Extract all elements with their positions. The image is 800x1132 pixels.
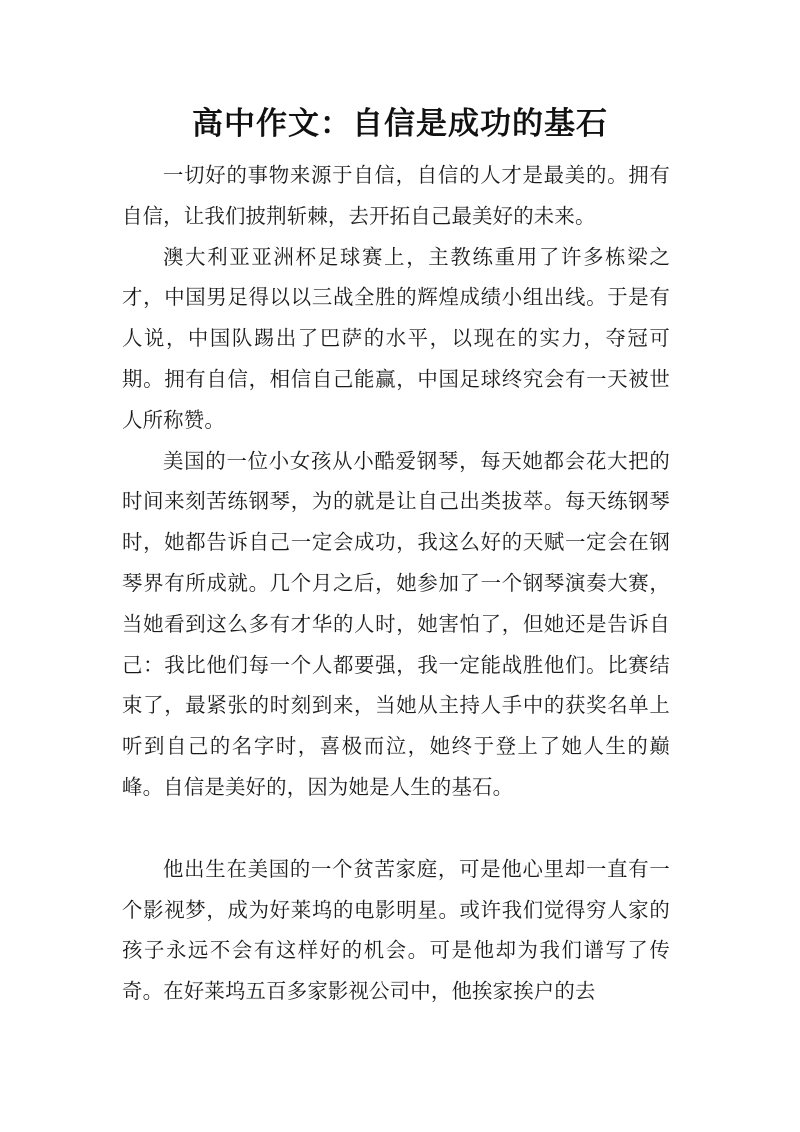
paragraph-1: 一切好的事物来源于自信，自信的人才是最美的。拥有自信，让我们披荆斩棘，去开拓自己最美好的未来。 (122, 163, 670, 228)
paragraph-gap (122, 808, 670, 849)
document-title: 高中作文：自信是成功的基石 (192, 106, 608, 142)
paragraph-4: 他出生在美国的一个贫苦家庭，可是他心里却一直有一个影视梦，成为好莱坞的电影明星。或许我们觉得穷人家的孩子永远不会有这样好的机会。可是他却为我们谱写了传奇。在好莱坞五百多家影视公司中，他挨家挨户的去 (122, 856, 670, 1004)
paragraph-3: 美国的一位小女孩从小酷爱钢琴，每天她都会花大把的时间来刻苦练钢琴，为的就是让自己出类拔萃。每天练钢琴时，她都告诉自己一定会成功，我这么好的天赋一定会在钢琴界有所成就。几个月之后，她参加了一个钢琴演奏大赛，当她看到这么多有才华的人时，她害怕了，但她还是告诉自己：我比他们每一个人都要强，我一定能战胜他们。比赛结束了，最紧张的时刻到来，当她从主持人手中的获奖名单上听到自己的名字时，喜极而泣，她终于登上了她人生的巅峰。自信是美好的，因为她是人生的基石。 (122, 448, 670, 799)
paragraph-2: 澳大利亚亚洲杯足球赛上，主教练重用了许多栋梁之才，中国男足得以以三战全胜的辉煌成绩小组出线。于是有人说，中国队踢出了巴萨的水平，以现在的实力，夺冠可期。拥有自信，相信自己能赢，中国足球终究会有一天被世人所称赞。 (122, 244, 670, 432)
document-body (122, 155, 670, 1012)
